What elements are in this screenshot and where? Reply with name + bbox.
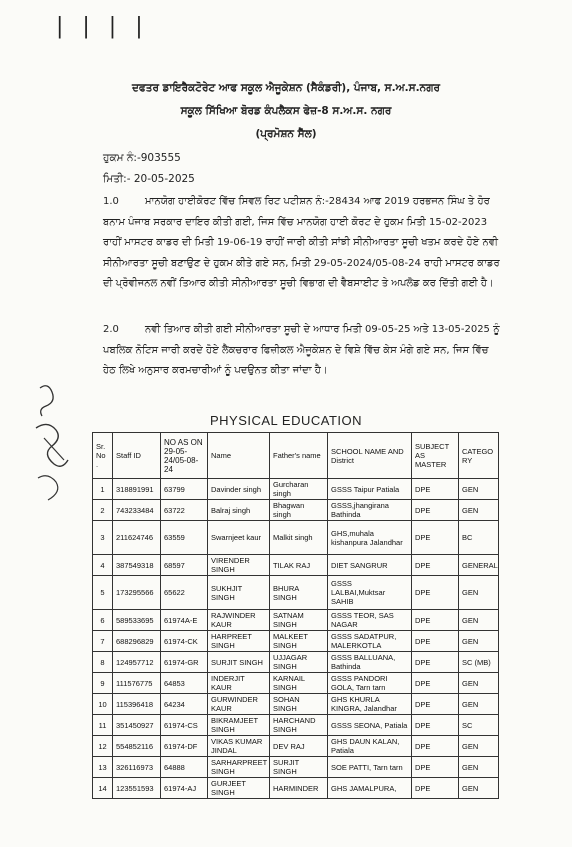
paragraph-1-number: 1.0 [103,196,119,207]
cell-name: GURJEET SINGH [208,778,270,799]
cell-sr: 9 [93,673,113,694]
cell-category: GENERAL [459,555,499,576]
table-row [93,736,499,757]
cell-seniority: 65622 [161,576,208,610]
cell-father: HARCHAND SINGH [270,715,328,736]
cell-sr: 8 [93,652,113,673]
cell-subject: DPE [412,555,459,576]
cell-category: SC (MB) [459,652,499,673]
cell-father: KARNAIL SINGH [270,673,328,694]
cell-category: GEN [459,500,499,521]
cell-name: VIRENDER SINGH [208,555,270,576]
cell-subject: DPE [412,631,459,652]
cell-sr: 5 [93,576,113,610]
cell-father: SURJIT SINGH [270,757,328,778]
cell-category: GEN [459,694,499,715]
cell-seniority: 63722 [161,500,208,521]
cell-school: SOE PATTI, Tarn tarn [328,757,412,778]
cell-sr: 10 [93,694,113,715]
cell-category: GEN [459,673,499,694]
cell-staff-id: 554852116 [113,736,161,757]
cell-school: GSSS SADATPUR, MALERKOTLA [328,631,412,652]
cell-name: SUKHJIT SINGH [208,576,270,610]
cell-subject: DPE [412,694,459,715]
cell-staff-id: 318891991 [113,479,161,500]
paragraph-1-text: ਮਾਨਯੋਗ ਹਾਈਕੋਰਟ ਵਿੱਚ ਸਿਵਲ ਰਿਟ ਪਟੀਸ਼ਨ ਨੰ:-28434 ਆਫ 2019 ਹਰਭਜਨ ਸਿੰਘ ਤੇ ਹੋਰ ਬਨਾਮ ਪੰਜਾਬ ਸਰਕਾਰ ਦਾਇਰ ਕੀਤੀ ਗਈ, ਜਿਸ ਵਿੱਚ ਮਾਨਯੋਗ ਹਾਈ ਕੋਰਟ ਦੇ ਹੁਕਮ ਮਿਤੀ 15-02-2023 ਰਾਹੀਂ ਮਾਸਟਰ ਕਾਡਰ ਦੀ ਮਿਤੀ 19-06-19 ਰਾਹੀਂ ਜਾਰੀ ਕੀਤੀ ਸਾਂਝੀ ਸੀਨੀਆਰਤਾ ਸੂਚੀ ਖਤਮ ਕਰਦੇ ਹੋਏ ਨਵੀ ਸੀਨੀਆਰਤਾ ਸੂਚੀ ਬਣਾਉਣ ਦੇ ਹੁਕਮ ਕੀਤੇ ਗਏ ਸਨ, ਮਿਤੀ 29-05-2024/05-08-24 ਰਾਹੀ ਮਾਸਟਰ ਕਾਡਰ ਦੀ ਪ੍ਰੋਵੀਜਨਲ ਨਵੀਂ ਤਿਆਰ ਕੀਤੀ ਸੀਨੀਆਰਤਾ ਸੂਚੀ ਵਿਭਾਗ ਦੀ ਵੈਬਸਾਈਟ ਤੇ ਅਪਲੋਡ ਕਰ ਦਿੱਤੀ ਗਈ ਹੈ। [103,196,500,289]
table-row [93,576,499,610]
cell-staff-id: 211624746 [113,521,161,555]
paragraph-2 [103,320,503,382]
header-category: CATEGO RY [459,433,499,479]
cell-name: BIKRAMJEET SINGH [208,715,270,736]
cell-school: GSSS Taipur Patiala [328,479,412,500]
table-row [93,652,499,673]
handwritten-signature [30,378,85,518]
cell-category: GEN [459,736,499,757]
margin-marks: | | | | [56,14,149,39]
paragraph-2-text: ਨਵੀ ਤਿਆਰ ਕੀਤੀ ਗਈ ਸੀਨੀਆਰਤਾ ਸੂਚੀ ਦੇ ਆਧਾਰ ਮਿਤੀ 09-05-25 ਅਤੇ 13-05-2025 ਨੂੰ ਪਬਲਿਕ ਨੋਟਿਸ ਜਾਰੀ ਕਰਦੇ ਹੋਏ ਲੈਕਚਰਾਰ ਫਿਜ਼ੀਕਲ ਐਜੂਕੇਸ਼ਨ ਦੇ ਵਿਸ਼ੇ ਵਿੱਚ ਕੇਸ ਮੰਗੇ ਗਏ ਸਨ, ਜਿਸ ਵਿੱਚ ਹੇਠ ਲਿਖੇ ਅਨੁਸਾਰ ਕਰਮਚਾਰੀਆਂ ਨੂੰ ਪਦਉਨਤ ਕੀਤਾ ਜਾਂਦਾ ਹੈ। [103,324,500,376]
header-school: SCHOOL NAME AND District [328,433,412,479]
paragraph-2-number: 2.0 [103,324,119,335]
cell-category: SC [459,715,499,736]
cell-staff-id: 351450927 [113,715,161,736]
cell-staff-id: 589533695 [113,610,161,631]
cell-father: DEV RAJ [270,736,328,757]
cell-seniority: 68597 [161,555,208,576]
cell-category: GEN [459,757,499,778]
order-date: ਮਿਤੀ:- 20-05-2025 [103,173,195,185]
cell-father: MALKEET SINGH [270,631,328,652]
header-father: Father's name [270,433,328,479]
cell-seniority: 64853 [161,673,208,694]
table-header-row [93,433,499,479]
office-address: ਸਕੂਲ ਸਿੱਖਿਆ ਬੋਰਡ ਕੰਪਲੈਕਸ ਫੇਜ਼-8 ਸ.ਅ.ਸ. ਨਗਰ [180,105,392,117]
cell-father: BHURA SINGH [270,576,328,610]
cell-seniority: 61974-DF [161,736,208,757]
cell-staff-id: 111576775 [113,673,161,694]
cell-name: RAJWINDER KAUR [208,610,270,631]
cell-staff-id: 688296829 [113,631,161,652]
order-number: ਹੁਕਮ ਨੰ:-903555 [103,152,181,164]
cell-name: SARHARPREET SINGH [208,757,270,778]
cell-name: GURWINDER KAUR [208,694,270,715]
cell-father: Bhagwan singh [270,500,328,521]
table-row [93,694,499,715]
cell-sr: 1 [93,479,113,500]
office-title: ਦਫਤਰ ਡਾਇਰੈਕਟੋਰੇਟ ਆਫ ਸਕੂਲ ਐਜੂਕੇਸ਼ਨ (ਸੈਕੰਡਰੀ), ਪੰਜਾਬ, ਸ.ਅ.ਸ.ਨਗਰ [131,82,441,94]
cell-seniority: 64888 [161,757,208,778]
cell-sr: 12 [93,736,113,757]
cell-name: Davinder singh [208,479,270,500]
cell-seniority: 61974-GR [161,652,208,673]
cell-staff-id: 387549318 [113,555,161,576]
cell-school: DIET SANGRUR [328,555,412,576]
cell-sr: 4 [93,555,113,576]
cell-category: GEN [459,479,499,500]
cell-name: HARPREET SINGH [208,631,270,652]
header-subject: SUBJECT AS MASTER [412,433,459,479]
table-row [93,778,499,799]
table-row [93,757,499,778]
cell-school: GSSS LALBAI,Muktsar SAHIB [328,576,412,610]
cell-category: GEN [459,778,499,799]
cell-father: Gurcharan singh [270,479,328,500]
cell-sr: 13 [93,757,113,778]
cell-name: INDERJIT KAUR [208,673,270,694]
cell-school: GSSS TEOR, SAS NAGAR [328,610,412,631]
cell-category: GEN [459,631,499,652]
cell-school: GHS JAMALPURA, [328,778,412,799]
cell-subject: DPE [412,576,459,610]
cell-name: SURJIT SINGH [208,652,270,673]
cell-name: Balraj singh [208,500,270,521]
cell-name: (ਪ੍ਰਮੋਸ਼ਨ ਸੈੱਲ) [255,128,317,140]
cell-school: GHS,muhala kishanpura Jalandhar [328,521,412,555]
cell-subject: DPE [412,500,459,521]
cell-father: SATNAM SINGH [270,610,328,631]
header-seniority: NO AS ON 29-05-24/05-08-24 [161,433,208,479]
cell-name: Swarnjeet kaur [208,521,270,555]
cell-subject: DPE [412,521,459,555]
cell-sr: 14 [93,778,113,799]
cell-school: GSSS,jhangirana Bathinda [328,500,412,521]
cell-seniority: 63559 [161,521,208,555]
table-row [93,631,499,652]
cell-father: SOHAN SINGH [270,694,328,715]
cell-father: HARMINDER [270,778,328,799]
cell-seniority: 64234 [161,694,208,715]
cell-school: GSSS PANDORI GOLA, Tarn tarn [328,673,412,694]
cell-staff-id: 743233484 [113,500,161,521]
cell-sr: 6 [93,610,113,631]
cell-father: UJJAGAR SINGH [270,652,328,673]
cell-seniority: 61974-CK [161,631,208,652]
cell-subject: DPE [412,652,459,673]
cell-seniority: 61974A-E [161,610,208,631]
table-row [93,479,499,500]
cell-staff-id: 115396418 [113,694,161,715]
paragraph-1 [103,192,503,295]
header-staff-id: Staff ID [113,433,161,479]
table-row [93,610,499,631]
cell-category: GEN [459,610,499,631]
promotion-table [92,432,499,799]
cell-sr: 7 [93,631,113,652]
cell-subject: DPE [412,479,459,500]
cell-subject: DPE [412,673,459,694]
table-row [93,673,499,694]
cell-school: GHS DAUN KALAN, Patiala [328,736,412,757]
cell-seniority: 61974-AJ [161,778,208,799]
cell-category: BC [459,521,499,555]
cell-father: TILAK RAJ [270,555,328,576]
cell-staff-id: 326116973 [113,757,161,778]
cell-subject: DPE [412,610,459,631]
cell-staff-id: 124957712 [113,652,161,673]
cell-subject: DPE [412,778,459,799]
cell-sr: 2 [93,500,113,521]
table-row [93,715,499,736]
cell-sr: 3 [93,521,113,555]
table-row [93,555,499,576]
table-title: PHYSICAL EDUCATION [209,413,363,428]
cell-subject: DPE [412,715,459,736]
cell-school: GHS KHURLA KINGRA, Jalandhar [328,694,412,715]
cell-seniority: 61974-CS [161,715,208,736]
header-name: Name [208,433,270,479]
cell-subject: DPE [412,757,459,778]
cell-sr: 11 [93,715,113,736]
cell-staff-id: 123551593 [113,778,161,799]
cell-seniority: 63799 [161,479,208,500]
header-sr: Sr. No . [93,433,113,479]
cell-category: GEN [459,576,499,610]
cell-school: GSSS SEONA, Patiala [328,715,412,736]
cell-staff-id: 173295566 [113,576,161,610]
cell-name: VIKAS KUMAR JINDAL [208,736,270,757]
table-row [93,521,499,555]
cell-school: GSSS BALLUANA, Bathinda [328,652,412,673]
cell-subject: DPE [412,736,459,757]
table-row [93,500,499,521]
cell-father: Malkit singh [270,521,328,555]
